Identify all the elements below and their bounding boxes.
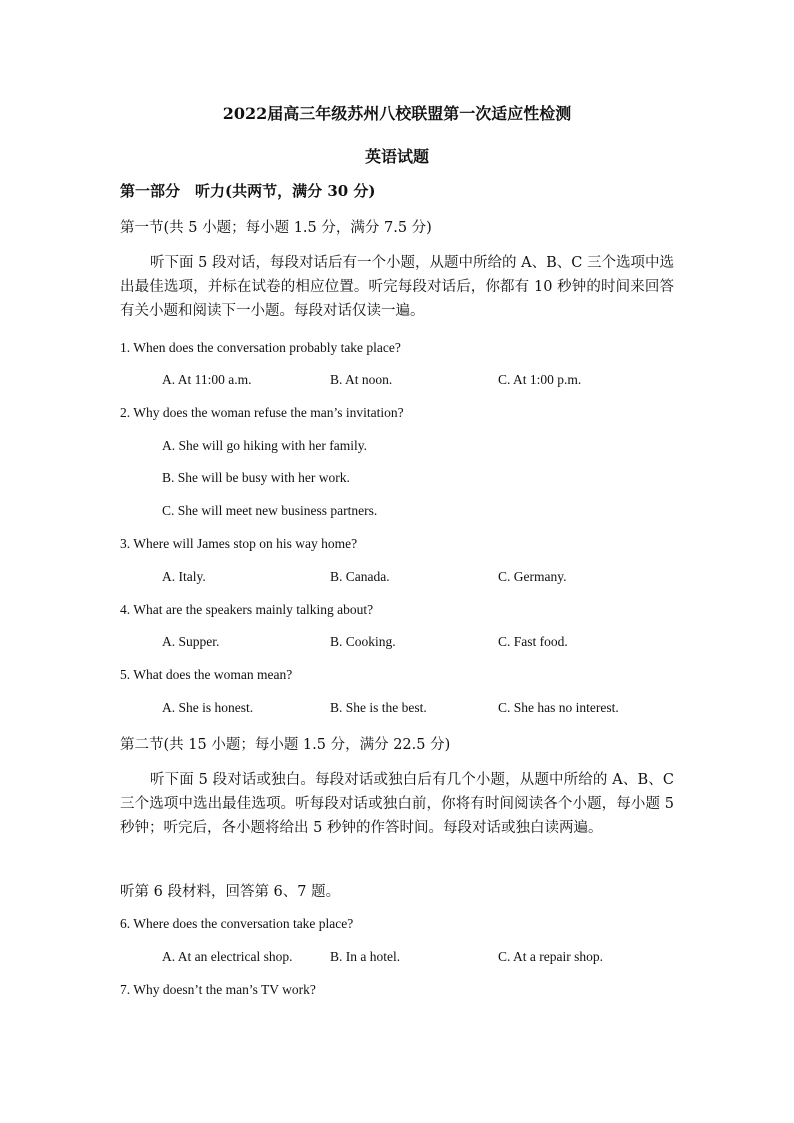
q3-option-c: C. Germany. [498,569,567,584]
section2-heading: 第二节(共 15 小题；每小题 1.5 分，满分 22.5 分) [120,737,451,753]
q2-option-a: A. She will go hiking with her family. [162,438,367,453]
question-3: 3. Where will James stop on his way home? [120,536,358,551]
question-6: 6. Where does the conversation take place? [120,916,354,931]
question-2: 2. Why does the woman refuse the man’s invitation? [120,405,404,420]
q1-option-c: C. At 1:00 p.m. [498,372,582,387]
question-1: 1. When does the conversation probably take place? [120,340,401,355]
q3-option-b: B. Canada. [330,569,390,584]
q6-option-a: A. At an electrical shop. [162,949,293,964]
part1-heading: 第一部分 听力(共两节，满分 30 分) [120,182,376,200]
section1-heading: 第一节(共 5 小题；每小题 1.5 分，满分 7.5 分) [120,220,432,236]
exam-title: 2022届高三年级苏州八校联盟第一次适应性检测 [222,104,572,123]
section2-instructions: 听下面 5 段对话或独白。每段对话或独白后有几个小题，从题中所给的 A、B、C 三个选项中选出最佳选项。听每段对话或独白前，你将有时间阅读各个小题，每小题 5 秒钟；听完后，各小题将给出 5 秒钟的作答时间。每段对话或独白读两遍。 [120,772,674,836]
q1-option-a: A. At 11:00 a.m. [162,372,252,387]
q4-option-a: A. Supper. [162,634,220,649]
question-5: 5. What does the woman mean? [120,667,293,682]
q4-option-b: B. Cooking. [330,634,396,649]
exam-subtitle: 英语试题 [364,147,429,166]
question-4: 4. What are the speakers mainly talking about? [120,602,374,617]
q5-option-a: A. She is honest. [162,700,254,715]
q5-option-c: C. She has no interest. [498,700,619,715]
q1-option-b: B. At noon. [330,372,393,387]
q6-option-b: B. In a hotel. [330,949,401,964]
section1-instructions: 听下面 5 段对话，每段对话后有一个小题，从题中所给的 A、B、C 三个选项中选出最佳选项，并标在试卷的相应位置。听完每段对话后，你都有 10 秒钟的时间来回答有关小题和阅读下一小题。每段对话仅读一遍。 [120,255,674,319]
q6-option-c: C. At a repair shop. [498,949,603,964]
q2-option-b: B. She will be busy with her work. [162,470,350,485]
question-7: 7. Why doesn’t the man’s TV work? [120,982,316,997]
q3-option-a: A. Italy. [162,569,206,584]
q5-option-b: B. She is the best. [330,700,427,715]
q4-option-c: C. Fast food. [498,634,568,649]
material-6-instruction: 听第 6 段材料，回答第 6、7 题。 [120,884,341,900]
q2-option-c: C. She will meet new business partners. [162,503,378,518]
